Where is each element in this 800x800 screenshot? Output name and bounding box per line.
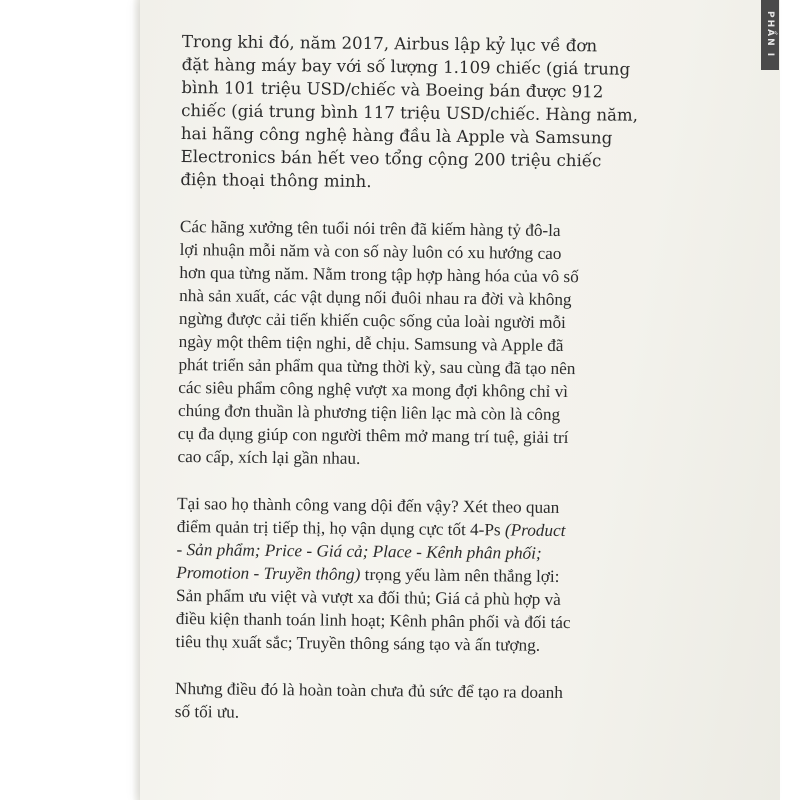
chapter-tab-label: PHẦN I	[765, 11, 775, 59]
text-line: Trong khi đó, năm 2017, Airbus lập kỷ lục về đơn	[181, 31, 598, 56]
text-line: chúng đơn thuần là phương tiện liên lạc mà còn là công	[177, 400, 561, 424]
text-span: điểm quản trị tiếp thị, họ vận dụng cực tốt 4-Ps	[176, 516, 506, 540]
text-line: Electronics bán hết veo tổng cộng 200 triệu chiếc	[180, 146, 602, 171]
italic-text: (Product	[504, 520, 566, 541]
paragraph-4	[175, 677, 595, 727]
text-line: hơn qua từng năm. Nằm trong tập hợp hàng hóa của vô số	[179, 262, 579, 287]
text-line: phát triển sản phẩm qua từng thời kỳ, sau cùng đã tạo nên	[178, 354, 576, 379]
text-line: ngày một thêm tiện nghi, dễ chịu. Samsung và Apple đã	[178, 331, 564, 356]
text-line: số tối ưu.	[174, 701, 240, 722]
text-line: các siêu phẩm công nghệ vượt xa mong đợi không chỉ vì	[178, 377, 569, 402]
italic-text: - Sản phẩm; Price - Giá cả; Place - Kênh phân phối;	[176, 539, 542, 563]
text-span: trọng yếu làm nên thắng lợi:	[360, 564, 560, 586]
text-line: hai hãng công nghệ hàng đầu là Apple và Samsung	[180, 123, 613, 148]
text-line: chiếc (giá trung bình 117 triệu USD/chiếc. Hàng năm,	[181, 100, 639, 125]
paragraph-2	[177, 215, 600, 472]
text-line: Nhưng điều đó là hoàn toàn chưa đủ sức để tạo ra doanh	[175, 678, 564, 703]
text-line: tiêu thụ xuất sắc; Truyền thông sáng tạo và ấn tượng.	[175, 631, 541, 655]
text-line: cụ đa dụng giúp con người thêm mở mang trí tuệ, giải trí	[177, 423, 569, 448]
body-text	[174, 30, 639, 751]
text-line: Tại sao họ thành công vang dội đến vậy? Xét theo quan	[176, 493, 560, 517]
text-line: bình 101 triệu USD/chiếc và Boeing bán được 912	[181, 77, 604, 102]
italic-text: Promotion - Truyền thông)	[176, 562, 361, 584]
text-line: lợi nhuận mỗi năm và con số này luôn có xu hướng cao	[179, 239, 562, 263]
text-line: Sản phẩm ưu việt và vượt xa đối thủ; Giá cả phù hợp và	[175, 585, 561, 609]
text-line: Các hãng xưởng tên tuổi nói trên đã kiếm hàng tỷ đô-la	[179, 216, 561, 240]
paragraph-1	[180, 30, 639, 195]
chapter-tab	[761, 0, 779, 70]
text-line: ngừng được cải tiến khiến cuộc sống của loài người mỗi	[178, 308, 566, 333]
paragraph-3	[175, 492, 597, 657]
text-line: cao cấp, xích lại gần nhau.	[177, 446, 361, 468]
text-line: điện thoại thông minh.	[180, 169, 372, 191]
text-line: nhà sản xuất, các vật dụng nối đuôi nhau ra đời và không	[179, 285, 572, 310]
text-line: đặt hàng máy bay với số lượng 1.109 chiếc (giá trung	[181, 54, 631, 79]
text-line: điều kiện thanh toán linh hoạt; Kênh phân phối và đối tác	[175, 608, 571, 633]
